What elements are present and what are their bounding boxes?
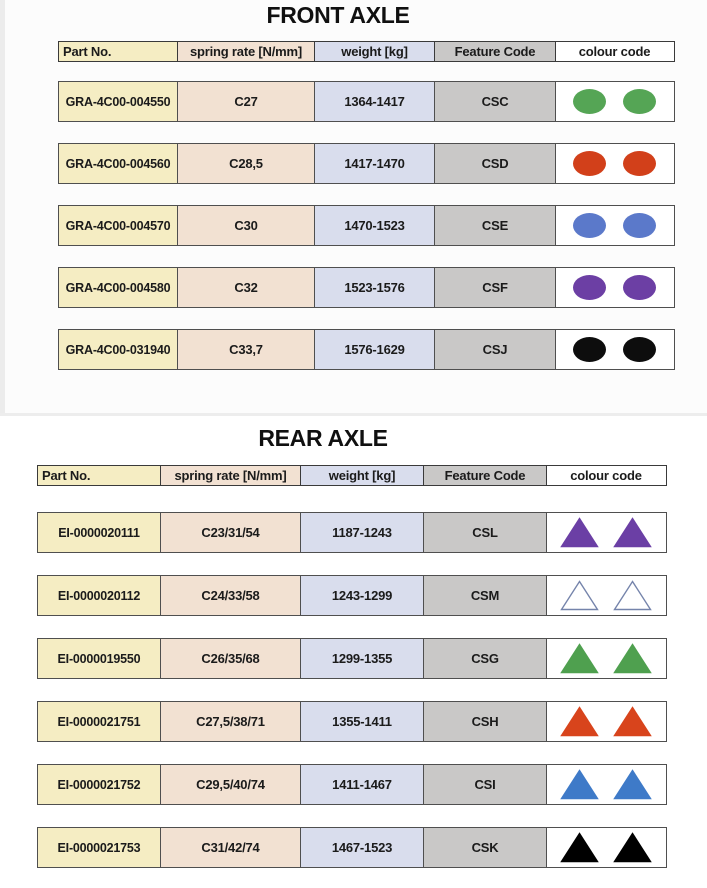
spring-rate-cell: C31/42/74 xyxy=(161,828,301,867)
table-row xyxy=(58,205,675,246)
feature-code-cell: CSC xyxy=(435,82,556,121)
weight-cell: 1470-1523 xyxy=(315,206,435,245)
part-no-cell: EI-0000020111 xyxy=(38,513,161,552)
colour-code-cell xyxy=(547,702,665,741)
red-ellipse-icon xyxy=(573,151,606,176)
part-no-cell: EI-0000021753 xyxy=(38,828,161,867)
colour-code-cell xyxy=(547,639,665,678)
blue-triangle-icon xyxy=(613,769,652,800)
feature-code-cell: CSJ xyxy=(435,330,556,369)
weight-cell: 1243-1299 xyxy=(301,576,424,615)
colour-code-cell xyxy=(556,268,673,307)
green-triangle-icon xyxy=(613,643,652,674)
black-ellipse-icon xyxy=(573,337,606,362)
colour-code-cell xyxy=(547,828,665,867)
spring-rate-cell: C30 xyxy=(178,206,315,245)
feature-code-cell: CSE xyxy=(435,206,556,245)
part-no-cell: GRA-4C00-004580 xyxy=(59,268,178,307)
red-triangle-icon xyxy=(560,706,599,737)
front-axle-header-row xyxy=(58,41,675,62)
part-no-cell: EI-0000021752 xyxy=(38,765,161,804)
blue-triangle-icon xyxy=(560,769,599,800)
rear-header-colour-code: colour code xyxy=(547,466,665,485)
weight-cell: 1576-1629 xyxy=(315,330,435,369)
red-triangle-icon xyxy=(613,706,652,737)
red-ellipse-icon xyxy=(623,151,656,176)
spring-rate-cell: C23/31/54 xyxy=(161,513,301,552)
spring-rate-cell: C29,5/40/74 xyxy=(161,765,301,804)
feature-code-cell: CSM xyxy=(424,576,547,615)
part-no-cell: EI-0000019550 xyxy=(38,639,161,678)
part-no-cell: GRA-4C00-031940 xyxy=(59,330,178,369)
table-row xyxy=(37,638,667,679)
table-row xyxy=(58,81,675,122)
table-row xyxy=(37,512,667,553)
part-no-cell: EI-0000020112 xyxy=(38,576,161,615)
rear-axle-title: REAR AXLE xyxy=(258,425,388,451)
green-triangle-icon xyxy=(560,643,599,674)
spring-rate-cell: C24/33/58 xyxy=(161,576,301,615)
front-header-colour-code: colour code xyxy=(556,42,673,61)
table-row xyxy=(58,143,675,184)
purple-ellipse-icon xyxy=(623,275,656,300)
front-header-spring-rate: spring rate [N/mm] xyxy=(178,42,315,61)
spring-rate-cell: C28,5 xyxy=(178,144,315,183)
part-no-cell: GRA-4C00-004560 xyxy=(59,144,178,183)
weight-cell: 1417-1470 xyxy=(315,144,435,183)
spring-rate-cell: C26/35/68 xyxy=(161,639,301,678)
rear-axle-section xyxy=(0,416,707,888)
rear-header-weight: weight [kg] xyxy=(301,466,424,485)
purple-triangle-icon xyxy=(560,517,599,548)
table-row xyxy=(37,827,667,868)
weight-cell: 1187-1243 xyxy=(301,513,424,552)
part-no-cell: GRA-4C00-004550 xyxy=(59,82,178,121)
purple-ellipse-icon xyxy=(573,275,606,300)
weight-cell: 1299-1355 xyxy=(301,639,424,678)
colour-code-cell xyxy=(556,144,673,183)
black-triangle-icon xyxy=(613,832,652,863)
feature-code-cell: CSF xyxy=(435,268,556,307)
front-axle-title: FRONT AXLE xyxy=(266,2,410,28)
green-ellipse-icon xyxy=(573,89,606,114)
feature-code-cell: CSD xyxy=(435,144,556,183)
spring-rate-cell: C27 xyxy=(178,82,315,121)
front-header-weight: weight [kg] xyxy=(315,42,435,61)
white-triangle-icon xyxy=(613,580,652,611)
white-triangle-icon xyxy=(560,580,599,611)
table-row xyxy=(58,267,675,308)
feature-code-cell: CSI xyxy=(424,765,547,804)
feature-code-cell: CSL xyxy=(424,513,547,552)
spring-rate-cell: C27,5/38/71 xyxy=(161,702,301,741)
colour-code-cell xyxy=(547,576,665,615)
table-row xyxy=(37,701,667,742)
weight-cell: 1364-1417 xyxy=(315,82,435,121)
green-ellipse-icon xyxy=(623,89,656,114)
weight-cell: 1467-1523 xyxy=(301,828,424,867)
black-ellipse-icon xyxy=(623,337,656,362)
colour-code-cell xyxy=(556,330,673,369)
weight-cell: 1523-1576 xyxy=(315,268,435,307)
front-axle-section xyxy=(0,0,707,413)
weight-cell: 1411-1467 xyxy=(301,765,424,804)
black-triangle-icon xyxy=(560,832,599,863)
feature-code-cell: CSK xyxy=(424,828,547,867)
spring-rate-cell: C32 xyxy=(178,268,315,307)
spring-rate-cell: C33,7 xyxy=(178,330,315,369)
rear-header-part-no: Part No. xyxy=(38,466,161,485)
colour-code-cell xyxy=(556,82,673,121)
front-header-feature-code: Feature Code xyxy=(435,42,556,61)
colour-code-cell xyxy=(547,513,665,552)
feature-code-cell: CSG xyxy=(424,639,547,678)
blue-ellipse-icon xyxy=(623,213,656,238)
part-no-cell: EI-0000021751 xyxy=(38,702,161,741)
rear-axle-header-row xyxy=(37,465,667,486)
blue-ellipse-icon xyxy=(573,213,606,238)
front-header-part-no: Part No. xyxy=(59,42,178,61)
rear-header-spring-rate: spring rate [N/mm] xyxy=(161,466,301,485)
feature-code-cell: CSH xyxy=(424,702,547,741)
colour-code-cell xyxy=(556,206,673,245)
rear-header-feature-code: Feature Code xyxy=(424,466,547,485)
table-row xyxy=(37,764,667,805)
part-no-cell: GRA-4C00-004570 xyxy=(59,206,178,245)
purple-triangle-icon xyxy=(613,517,652,548)
table-row xyxy=(37,575,667,616)
colour-code-cell xyxy=(547,765,665,804)
table-row xyxy=(58,329,675,370)
weight-cell: 1355-1411 xyxy=(301,702,424,741)
